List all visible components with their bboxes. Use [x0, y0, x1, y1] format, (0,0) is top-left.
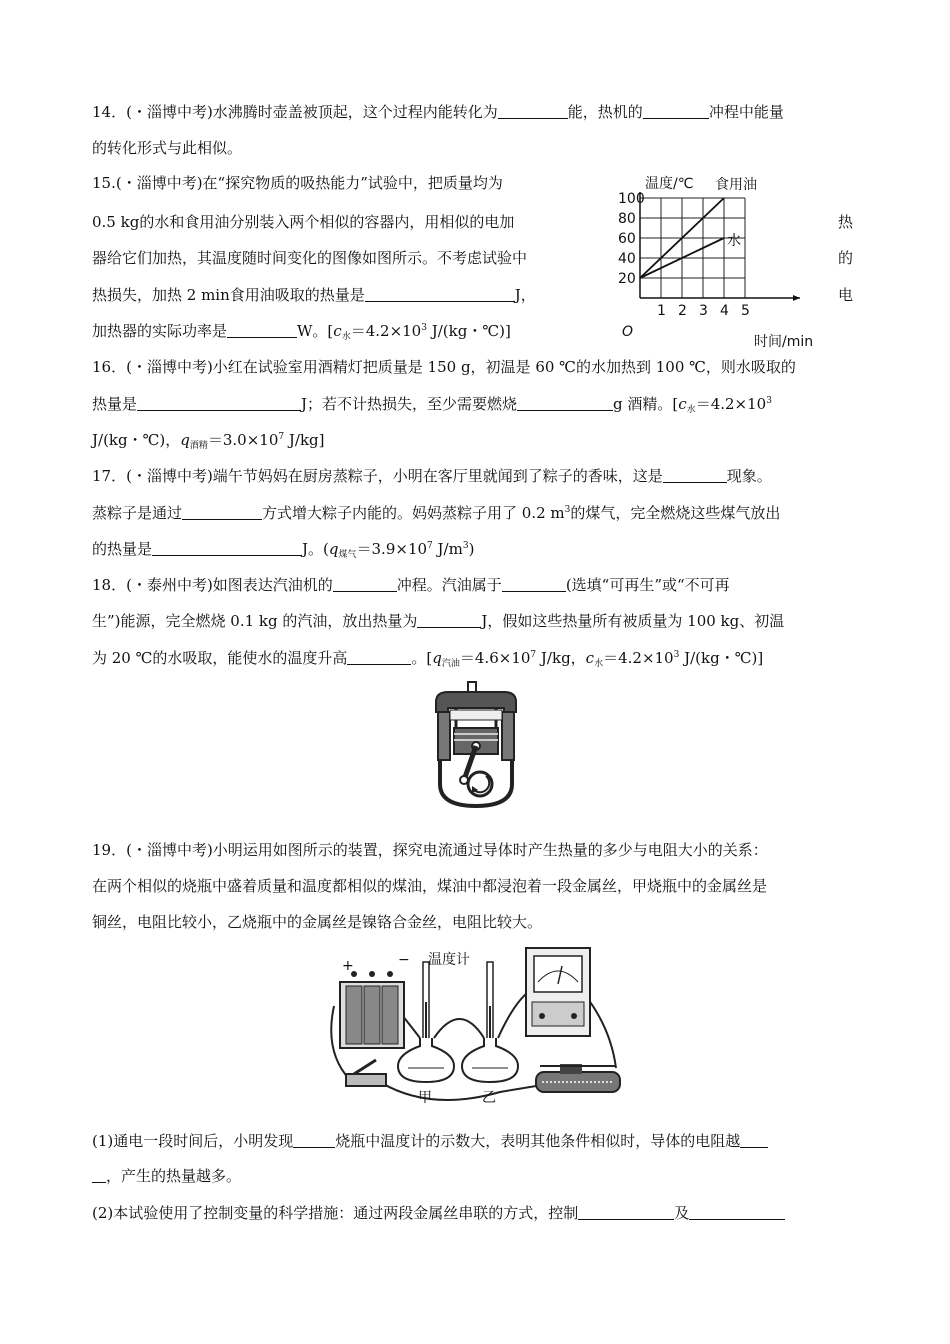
q19-blank-4[interactable]	[689, 1203, 785, 1220]
q17-line-3	[92, 539, 474, 559]
chart-x-axis-arrow	[793, 295, 800, 301]
q15-line-5	[92, 321, 511, 341]
q19-text: 在两个相似的烧瓶中盛着质量和温度都相似的煤油，煤油中都浸泡着一段金属丝，甲烧瓶中的金属丝是	[92, 877, 768, 895]
chart-xlabel: 时间/min	[754, 334, 814, 350]
q18-text: J/(kg・℃)]	[679, 649, 764, 667]
q15-text: 0.5 kg的水和食用油分别装入两个相似的容器内，用相似的电加	[92, 213, 515, 231]
q16-text: 热量是	[92, 395, 138, 413]
q16-line-2	[92, 394, 772, 414]
q16-symbol: c	[678, 395, 687, 413]
q16-text: 16．(・淄博中考)小红在试验室用酒精灯把质量是 150 g，初温是 60 ℃的水加热到 100 ℃，则水吸取的	[92, 358, 796, 376]
q17-blank-3[interactable]	[152, 539, 302, 556]
q18-superscript: 7	[530, 650, 537, 660]
q14-line-1	[92, 102, 784, 122]
q19-blank-1[interactable]	[293, 1131, 335, 1148]
q17-text: J。(	[302, 540, 329, 558]
q18-line-2	[92, 611, 784, 631]
q17-line-1	[92, 466, 772, 486]
q17-superscript: 7	[427, 541, 433, 551]
q18-text: ＝4.6×10	[459, 649, 531, 667]
q17-text: 现象。	[726, 467, 772, 485]
flask-yi-label: 乙	[482, 1090, 496, 1106]
chart-y-tick-label: 40	[618, 251, 636, 267]
q18-symbol: c	[585, 649, 595, 667]
circuit-apparatus-figure	[320, 942, 640, 1114]
q16-superscript: 3	[766, 396, 772, 406]
q19-text: 烧瓶中温度计的示数大，表明其他条件相似时，导体的电阻越	[335, 1132, 741, 1150]
battery-plus-label: +	[342, 958, 354, 974]
q15-text: J/(kg・℃)]	[426, 322, 511, 340]
q17-superscript: 3	[564, 505, 571, 515]
q15-symbol: c	[333, 322, 342, 340]
q17-subscript: 煤气	[338, 550, 357, 560]
q16-line-1	[92, 357, 796, 377]
chart-series-label-oil: 食用油	[715, 177, 757, 193]
q17-blank-2[interactable]	[182, 503, 262, 520]
q18-blank-4[interactable]	[347, 648, 411, 665]
q15-superscript: 3	[421, 323, 427, 333]
q18-symbol: q	[432, 649, 442, 667]
q18-blank-1[interactable]	[333, 575, 397, 592]
q17-text: 方式增大粽子内能的。妈妈蒸粽子用了 0.2 m	[262, 504, 565, 522]
q19-blank-2-cont[interactable]	[92, 1166, 106, 1183]
chart-x-tick-label: 2	[678, 303, 687, 319]
q19-line-3	[92, 912, 542, 932]
q14-blank-1[interactable]	[498, 102, 568, 119]
q17-text: 的煤气，完全燃烧这些煤气放出	[570, 504, 781, 522]
q17-superscript: 3	[462, 541, 469, 551]
q17-symbol: q	[328, 540, 339, 558]
q14-line-2	[92, 138, 242, 158]
gasoline-engine-figure	[428, 680, 524, 810]
q16-text: ＝4.2×10	[695, 395, 767, 413]
q18-text: 。[	[411, 649, 433, 667]
q16-text: ＝3.0×10	[207, 431, 279, 449]
q17-line-2	[92, 503, 780, 523]
q15-subscript: 水	[341, 332, 351, 342]
q15-side-2: 的	[838, 249, 854, 267]
q17-text: J/m	[432, 540, 463, 558]
q17-text: 的热量是	[92, 540, 153, 558]
q18-text: 冲程。汽油属于	[396, 576, 502, 594]
q19-blank-3[interactable]	[578, 1203, 674, 1220]
q16-text: g 酒精。[	[613, 395, 679, 413]
q19-text: 19．(・淄博中考)小明运用如图所示的装置，探究电流通过导体时产生热量的多少与电阻大小的关系：	[92, 841, 768, 859]
q14-text: 冲程中能量	[708, 103, 784, 121]
q14-text: 14．(・淄博中考)水沸腾时壶盖被顶起，这个过程内能转化为	[92, 103, 498, 121]
q15-blank-1[interactable]	[365, 285, 515, 302]
q14-blank-2[interactable]	[643, 102, 709, 119]
chart-x-tick-label: 1	[657, 303, 666, 319]
q15-line-3	[92, 248, 527, 268]
q15-line-2	[92, 212, 514, 232]
q16-text: J/(kg・℃)，	[92, 431, 181, 449]
q14-text: 的转化形式与此相似。	[92, 139, 243, 157]
q19-part1-line-2	[92, 1166, 241, 1186]
q19-line-1	[92, 840, 768, 860]
chart-axes	[640, 192, 800, 301]
chart-ticks	[618, 191, 750, 319]
q19-blank-2[interactable]	[740, 1131, 768, 1148]
chart-y-tick-label: 100	[618, 191, 645, 207]
q15-text: J，	[514, 286, 536, 304]
q16-text: J；若不计热损失，至少需要燃烧	[301, 395, 518, 413]
q18-text: 生”)能源，完全燃烧 0.1 kg 的汽油，放出热量为	[92, 612, 418, 630]
q18-text: J，假如这些热量所有被质量为 100 kg、初温	[481, 612, 785, 630]
q17-text: )	[468, 540, 475, 558]
battery-minus-label: −	[398, 952, 410, 968]
q18-text: 18．(・泰州中考)如图表达汽油机的	[92, 576, 333, 594]
q18-line-1	[92, 575, 730, 595]
q16-subscript: 酒精	[189, 441, 208, 451]
q17-text: 蒸粽子是通过	[92, 504, 183, 522]
q18-blank-3[interactable]	[417, 611, 481, 628]
q19-text: 铜丝，电阻比较小，乙烧瓶中的金属丝是镍铬合金丝，电阻比较大。	[92, 913, 543, 931]
chart-y-tick-label: 80	[618, 211, 636, 227]
q15-side-3: 电	[838, 286, 854, 304]
q15-side-1: 热	[838, 213, 854, 231]
chart-x-tick-label: 3	[699, 303, 708, 319]
chart-ylabel: 温度/℃	[645, 176, 694, 192]
q16-symbol: q	[180, 431, 190, 449]
q15-line-1	[92, 173, 503, 193]
q19-text: 及	[674, 1204, 690, 1222]
q18-blank-2[interactable]	[502, 575, 566, 592]
q19-part1-line-1	[92, 1131, 768, 1151]
q17-text: ＝3.9×10	[356, 540, 428, 558]
q18-text: (选填“可再生”或“不可再	[565, 576, 730, 594]
q18-subscript: 水	[594, 659, 604, 669]
q16-line-3	[92, 430, 325, 450]
q19-line-2	[92, 876, 767, 896]
q16-blank-1[interactable]	[137, 394, 301, 411]
chart-x-tick-label: 4	[720, 303, 729, 319]
q18-line-3	[92, 648, 763, 668]
q14-text: 能，热机的	[567, 103, 643, 121]
q18-text: ＝4.2×10	[603, 649, 674, 667]
q15-text: 热损失，加热 2 min食用油吸取的热量是	[92, 286, 365, 304]
q18-superscript: 3	[673, 650, 680, 660]
q15-text: W。[	[297, 322, 334, 340]
q15-text: 15.(・淄博中考)在“探究物质的吸热能力”试验中，把质量均为	[92, 174, 503, 192]
q19-text: ，产生的热量越多。	[106, 1167, 242, 1185]
chart-x-tick-label: 5	[741, 303, 750, 319]
flask-jia-label: 甲	[418, 1090, 432, 1106]
q17-blank-1[interactable]	[663, 466, 727, 483]
q15-text: 加热器的实际功率是	[92, 322, 228, 340]
q19-part2-line-1	[92, 1203, 785, 1223]
q15-blank-2[interactable]	[227, 321, 297, 338]
q19-text: (1)通电一段时间后，小明发现	[92, 1132, 294, 1150]
q19-text: (2)本试验使用了控制变量的科学措施：通过两段金属丝串联的方式，控制	[92, 1204, 579, 1222]
chart-series-label-water: 水	[727, 233, 741, 249]
temperature-time-chart	[612, 170, 822, 352]
q17-text: 17．(・淄博中考)端午节妈妈在厨房蒸粽子，小明在客厅里就闻到了粽子的香味，这是	[92, 467, 663, 485]
q18-subscript: 汽油	[441, 659, 460, 669]
q16-text: J/kg]	[284, 431, 325, 449]
q15-text: ＝4.2×10	[350, 322, 422, 340]
thermometer-label: 温度计	[428, 952, 470, 968]
chart-y-tick-label: 20	[618, 271, 636, 287]
q16-blank-2[interactable]	[517, 394, 613, 411]
q15-text: 器给它们加热，其温度随时间变化的图像如图所示。不考虑试验中	[92, 249, 528, 267]
q18-text: J/kg，	[536, 649, 586, 667]
q18-text: 为 20 ℃的水吸取，能使水的温度升高	[92, 649, 348, 667]
q16-superscript: 7	[278, 432, 285, 442]
q16-subscript: 水	[686, 405, 696, 415]
chart-y-tick-label: 60	[618, 231, 636, 247]
chart-origin: O	[622, 324, 634, 340]
q15-line-4	[92, 285, 536, 305]
